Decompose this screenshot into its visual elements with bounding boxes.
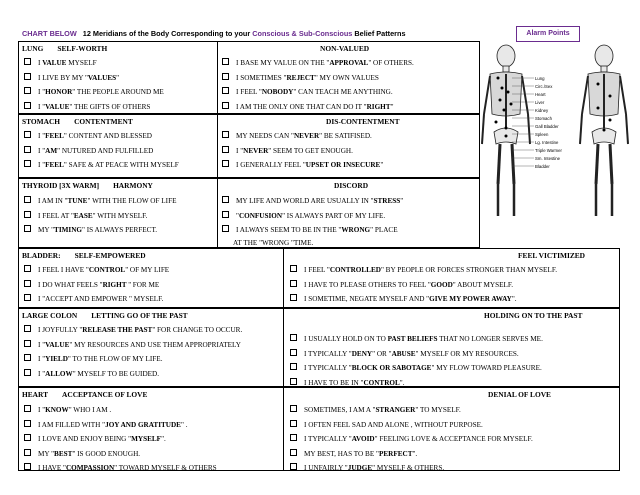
item-text: " IS GOOD ENOUGH. xyxy=(72,449,141,458)
item-text: " WITH THE FLOW OF LIFE xyxy=(87,197,177,205)
emphasis-text: TUNE xyxy=(67,197,88,205)
right-item-continuation: AT THE "WRONG "TIME. xyxy=(233,239,314,247)
right-item xyxy=(290,404,461,416)
item-text: " OF OTHERS. xyxy=(368,59,414,67)
emphasis-text: HONOR xyxy=(45,88,73,96)
right-item xyxy=(222,224,398,236)
item-text: " ABOUT MYSELF. xyxy=(452,280,514,289)
left-item xyxy=(24,419,188,431)
skeleton-label: Heart xyxy=(535,92,546,97)
item-text: I AM THE ONLY ONE THAT CAN DO IT " xyxy=(236,102,367,111)
section-left-header xyxy=(22,390,147,399)
meridian-name: THYROID [3X WARM] xyxy=(22,181,100,190)
checkbox[interactable] xyxy=(24,265,31,272)
item-text: I LIVE BY MY " xyxy=(38,73,88,82)
item-text: MY " xyxy=(38,226,55,234)
right-item xyxy=(222,130,372,142)
item-text: MY " xyxy=(38,449,55,458)
item-text: " OF MY LIFE xyxy=(125,266,170,274)
item-text: I HAVE TO BE IN " xyxy=(304,378,364,387)
checkbox[interactable] xyxy=(24,146,31,153)
section-left-header xyxy=(22,181,153,190)
item-text: MY LIFE AND WORLD ARE USUALLY IN " xyxy=(236,197,374,205)
item-text: " THE GIFTS OF OTHERS xyxy=(69,102,151,111)
emphasis-text: VALUE xyxy=(45,340,70,349)
checkbox[interactable] xyxy=(222,87,229,94)
item-text: I GENERALLY FEEL " xyxy=(236,161,306,169)
item-text: " WHO I AM . xyxy=(68,406,112,414)
checkbox[interactable] xyxy=(222,160,229,167)
emphasis-text: VALUE xyxy=(45,102,70,111)
skeleton-label: Kidney xyxy=(535,108,549,113)
emphasis-text: AM xyxy=(45,146,58,155)
left-item xyxy=(24,101,150,113)
emphasis-text: CONTROL xyxy=(88,266,126,274)
item-text: I ALWAYS SEEM TO BE IN THE " xyxy=(236,226,342,234)
left-item xyxy=(24,224,157,236)
item-text: " IS ALWAYS PERFECT. xyxy=(82,226,158,234)
emphasis-text: NOBODY xyxy=(261,88,294,96)
emphasis-text: NEVER xyxy=(243,146,269,155)
checkbox[interactable] xyxy=(24,463,31,470)
skeleton-label: Liver xyxy=(535,100,545,105)
checkbox[interactable] xyxy=(290,434,297,441)
item-text: I " xyxy=(38,369,46,378)
left-item xyxy=(24,264,169,276)
item-text: I AM IN " xyxy=(38,197,68,205)
right-item xyxy=(222,101,394,113)
left-item xyxy=(24,195,176,207)
emphasis-text: PERFECT xyxy=(378,449,413,458)
item-text: SOMETIMES, I AM A " xyxy=(304,406,376,414)
emphasis-text: EASE xyxy=(73,211,93,220)
left-item xyxy=(24,462,217,474)
left-item xyxy=(24,86,164,98)
skeleton-label: Stomach xyxy=(535,116,552,121)
right-item xyxy=(222,159,383,171)
item-text: MY BEST, HAS TO BE " xyxy=(304,449,379,458)
skeleton-label: Gall Bladder xyxy=(535,124,559,129)
section-left-header xyxy=(22,117,133,126)
emphasis-text: VALUE xyxy=(42,59,67,67)
item-text: I TYPICALLY " xyxy=(304,364,352,372)
item-text: ". xyxy=(412,449,418,458)
emphasis-text: COMPASSION xyxy=(65,464,115,472)
checkbox[interactable] xyxy=(222,73,229,80)
section-right-header: DENIAL OF LOVE xyxy=(488,390,551,399)
checkbox[interactable] xyxy=(24,160,31,167)
meridian-theme: HARMONY xyxy=(113,181,153,190)
left-item xyxy=(24,368,159,380)
checkbox[interactable] xyxy=(290,463,297,470)
checkbox[interactable] xyxy=(24,225,31,232)
skeleton-label: Triple Warmer xyxy=(535,148,562,153)
column-divider xyxy=(217,41,218,248)
right-item xyxy=(222,195,403,207)
checkbox[interactable] xyxy=(290,378,297,385)
meridian-theme: SELF-EMPOWERED xyxy=(74,251,146,260)
item-text: " PLACE xyxy=(370,226,398,234)
item-text: I " xyxy=(38,102,46,111)
checkbox[interactable] xyxy=(290,449,297,456)
right-item xyxy=(290,377,405,389)
meridian-name: BLADDER: xyxy=(22,251,61,260)
left-item xyxy=(24,339,241,351)
item-text: " TOWARD MYSELF & OTHERS xyxy=(114,464,217,472)
checkbox[interactable] xyxy=(290,349,297,356)
checkbox[interactable] xyxy=(24,354,31,361)
left-item xyxy=(24,210,147,222)
item-text: I FEEL " xyxy=(236,88,262,96)
item-text: " xyxy=(236,211,239,220)
item-text: I " xyxy=(38,132,46,140)
item-text: " SAFE & AT PEACE WITH MYSELF xyxy=(63,161,179,169)
checkbox[interactable] xyxy=(222,196,229,203)
item-text: I UNFAIRLY " xyxy=(304,464,348,472)
skeleton-label: Bladder xyxy=(535,164,550,169)
column-divider xyxy=(283,248,284,471)
item-text: I HAVE TO PLEASE OTHERS TO FEEL " xyxy=(304,280,431,289)
left-item xyxy=(24,433,166,445)
item-text: I TYPICALLY " xyxy=(304,435,352,443)
item-text: I DO WHAT FEELS " xyxy=(38,280,103,289)
item-text: I " xyxy=(38,355,46,363)
left-item xyxy=(24,279,159,291)
checkbox[interactable] xyxy=(24,102,31,109)
right-item xyxy=(290,293,517,305)
checkbox[interactable] xyxy=(290,405,297,412)
left-item xyxy=(24,145,153,157)
skeleton-label: Circ./Sex xyxy=(535,84,553,89)
right-item xyxy=(222,145,353,157)
item-text: " THE PEOPLE AROUND ME xyxy=(72,88,164,96)
right-item xyxy=(222,86,393,98)
right-item xyxy=(290,448,417,460)
item-text: " CAN TEACH ME ANYTHING. xyxy=(293,88,393,96)
emphasis-text: ABUSE xyxy=(391,349,416,358)
skeleton-illustration xyxy=(478,44,638,224)
item-text: I FEEL " xyxy=(304,266,330,274)
chart-subtitle-a: 12 Meridians of the Body Corresponding to your xyxy=(82,29,251,38)
item-text: ". xyxy=(511,295,517,303)
meridian-name: LUNG xyxy=(22,44,44,53)
item-text: ". xyxy=(399,378,405,387)
checkbox[interactable] xyxy=(24,87,31,94)
right-item xyxy=(290,333,543,345)
checkbox[interactable] xyxy=(24,294,31,301)
left-item xyxy=(24,57,97,69)
item-text: I "ACCEPT AND EMPOWER " MYSELF. xyxy=(38,295,164,303)
left-item xyxy=(24,293,163,305)
item-text: " . xyxy=(180,420,188,429)
section-right-header: FEEL VICTIMIZED xyxy=(518,251,586,260)
emphasis-text: DENY xyxy=(351,349,373,358)
item-text: " MY OWN VALUES xyxy=(314,73,379,82)
item-text: " TO THE FLOW OF MY LIFE. xyxy=(67,355,163,363)
checkbox[interactable] xyxy=(222,58,229,65)
meridian-theme: LETTING GO OF THE PAST xyxy=(91,311,188,320)
section-right-header: DIS-CONTENTMENT xyxy=(326,117,400,126)
meridian-theme: SELF-WORTH xyxy=(57,44,108,53)
chart-subtitle-c: Belief Patterns xyxy=(354,29,406,38)
checkbox[interactable] xyxy=(24,369,31,376)
checkbox[interactable] xyxy=(290,265,297,272)
item-text: " xyxy=(380,161,384,169)
checkbox[interactable] xyxy=(290,280,297,287)
item-text: " MY FLOW TOWARD PLEASURE. xyxy=(431,364,542,372)
emphasis-text: PAST BELIEFS xyxy=(387,335,438,343)
emphasis-text: KNOW xyxy=(45,406,69,414)
item-text: " xyxy=(400,197,404,205)
item-text: I FEEL AT " xyxy=(38,211,74,220)
item-text: " WITH MYSELF. xyxy=(92,211,148,220)
item-text: " BY PEOPLE OR FORCES STRONGER THAN MYSELF. xyxy=(380,266,558,274)
right-item xyxy=(222,210,385,222)
item-text: " MYSELF OR MY RESOURCES. xyxy=(415,349,519,358)
right-item xyxy=(290,433,533,445)
left-item xyxy=(24,72,119,84)
left-item xyxy=(24,159,179,171)
emphasis-text: RIGHT xyxy=(366,102,391,111)
emphasis-text: RELEASE THE PAST xyxy=(82,326,153,334)
checkbox[interactable] xyxy=(24,58,31,65)
item-text: " xyxy=(116,73,120,82)
left-item xyxy=(24,404,111,416)
emphasis-text: UPSET OR INSECURE xyxy=(305,161,381,169)
item-text: I " xyxy=(236,146,244,155)
item-text: '' FOR ME xyxy=(126,280,160,289)
checkbox[interactable] xyxy=(24,196,31,203)
emphasis-text: NEVER xyxy=(293,132,320,140)
emphasis-text: CONTROL xyxy=(363,378,400,387)
item-text: " BE SATIFISED. xyxy=(319,132,372,140)
emphasis-text: GIVE MY POWER AWAY xyxy=(429,295,512,303)
item-text: " MYSELF & OTHERS. xyxy=(372,464,445,472)
emphasis-text: BLOCK OR SABOTAGE xyxy=(351,364,432,372)
item-text: I " xyxy=(38,161,46,169)
item-text: " MYSELF TO BE GUIDED. xyxy=(72,369,160,378)
emphasis-text: YIELD xyxy=(45,355,68,363)
item-text: " SEEM TO GET ENOUGH. xyxy=(268,146,353,155)
checkbox[interactable] xyxy=(24,73,31,80)
section-left-header xyxy=(22,311,188,320)
item-text: I " xyxy=(38,146,46,155)
item-text: " FEELING LOVE & ACCEPTANCE FOR MYSELF. xyxy=(374,435,533,443)
emphasis-text: CONFUSION xyxy=(238,211,283,220)
item-text: I SOMETIMES " xyxy=(236,73,287,82)
item-text: I TYPICALLY " xyxy=(304,349,352,358)
checkbox[interactable] xyxy=(222,146,229,153)
checkbox[interactable] xyxy=(222,225,229,232)
checkbox[interactable] xyxy=(290,334,297,341)
skeleton-label: Sm. Intestine xyxy=(535,156,561,161)
left-item xyxy=(24,353,163,365)
section-right-header: HOLDING ON TO THE PAST xyxy=(484,311,583,320)
item-text: I " xyxy=(38,340,46,349)
meridian-theme: ACCEPTANCE OF LOVE xyxy=(62,390,148,399)
checkbox[interactable] xyxy=(222,211,229,218)
item-text: I SOMETIME, NEGATE MYSELF AND " xyxy=(304,295,430,303)
item-text: MYSELF xyxy=(66,59,97,67)
item-text: I FEEL I HAVE " xyxy=(38,266,89,274)
checkbox[interactable] xyxy=(290,294,297,301)
right-item xyxy=(290,264,557,276)
emphasis-text: CONTROLLED xyxy=(329,266,381,274)
emphasis-text: JUDGE xyxy=(347,464,373,472)
skeleton-label: Lung xyxy=(535,76,545,81)
emphasis-text: REJECT xyxy=(286,73,315,82)
emphasis-text: AVOID xyxy=(351,435,375,443)
alarm-points-box: Alarm Points xyxy=(516,26,580,42)
meridian-theme: CONTENTMENT xyxy=(74,117,133,126)
section-left-header xyxy=(22,251,146,260)
checkbox[interactable] xyxy=(24,340,31,347)
emphasis-text: VALUES xyxy=(87,73,117,82)
item-text: " NUTURED AND FULFILLED xyxy=(57,146,154,155)
emphasis-text: FEEL xyxy=(45,161,64,169)
chart-title: CHART BELOW xyxy=(22,29,77,38)
item-text: I USUALLY HOLD ON TO xyxy=(304,335,388,343)
left-item xyxy=(24,448,140,460)
emphasis-text: WRONG xyxy=(341,226,371,234)
checkbox[interactable] xyxy=(24,131,31,138)
checkbox[interactable] xyxy=(222,131,229,138)
right-item xyxy=(290,362,542,374)
emphasis-text: TIMING xyxy=(54,226,83,234)
checkbox[interactable] xyxy=(24,325,31,332)
emphasis-text: STRESS xyxy=(373,197,401,205)
section-right-header: DISCORD xyxy=(334,181,369,190)
checkbox[interactable] xyxy=(222,102,229,109)
checkbox[interactable] xyxy=(290,420,297,427)
item-text: " OR " xyxy=(372,349,392,358)
section-left-header xyxy=(22,44,107,53)
checkbox[interactable] xyxy=(24,280,31,287)
item-text: " IS ALWAYS PART OF MY LIFE. xyxy=(282,211,386,220)
emphasis-text: JOY AND GRATITUDE xyxy=(105,420,181,429)
emphasis-text: GOOD xyxy=(430,280,453,289)
item-text: ". xyxy=(161,435,166,443)
item-text: I OFTEN FEEL SAD AND ALONE , WITHOUT PURPOSE. xyxy=(304,420,483,429)
meridian-name: LARGE COLON xyxy=(22,311,78,320)
left-item xyxy=(24,324,242,336)
right-item xyxy=(222,72,379,84)
item-text: I LOVE AND ENJOY BEING " xyxy=(38,435,132,443)
item-text: " xyxy=(390,102,394,111)
meridian-name: STOMACH xyxy=(22,117,61,126)
emphasis-text: FEEL xyxy=(45,132,64,140)
checkbox[interactable] xyxy=(24,211,31,218)
emphasis-text: ALLOW xyxy=(45,369,73,378)
section-right-header: NON-VALUED xyxy=(320,44,370,53)
item-text: I " xyxy=(38,88,46,96)
meridian-name: HEART xyxy=(22,390,49,399)
right-item xyxy=(290,419,483,431)
checkbox[interactable] xyxy=(24,434,31,441)
emphasis-text: RIGHT xyxy=(102,280,127,289)
left-item xyxy=(24,130,152,142)
item-text: " TO MYSELF. xyxy=(415,406,461,414)
right-item xyxy=(290,279,513,291)
item-text: " FOR CHANGE TO OCCUR. xyxy=(152,326,243,334)
item-text: I AM FILLED WITH " xyxy=(38,420,106,429)
item-text: I " xyxy=(38,406,46,414)
emphasis-text: APPROVAL xyxy=(329,59,369,67)
item-text: I HAVE " xyxy=(38,464,66,472)
skeleton-labels xyxy=(535,76,562,169)
item-text: I xyxy=(38,59,43,67)
item-text: " MY RESOURCES AND USE THEM APPROPRIATELY xyxy=(69,340,241,349)
skeleton-label: Lg. Intestine xyxy=(535,140,559,145)
item-text: " CONTENT AND BLESSED xyxy=(63,132,152,140)
chart-subtitle-highlight: Conscious & Sub-Conscious xyxy=(252,29,353,38)
skeleton-label: Spleen xyxy=(535,132,549,137)
emphasis-text: STRANGER xyxy=(375,406,416,414)
right-item xyxy=(222,57,414,69)
checkbox[interactable] xyxy=(24,405,31,412)
emphasis-text: MYSELF xyxy=(131,435,162,443)
checkbox[interactable] xyxy=(24,420,31,427)
item-text: I JOYFULLY " xyxy=(38,326,83,334)
checkbox[interactable] xyxy=(290,363,297,370)
emphasis-text: BEST xyxy=(54,449,73,458)
checkbox[interactable] xyxy=(24,449,31,456)
chart-header xyxy=(22,29,406,38)
item-text: MY NEEDS CAN " xyxy=(236,132,294,140)
item-text: I BASE MY VALUE ON THE " xyxy=(236,59,330,67)
right-item xyxy=(290,348,519,360)
item-text: THAT NO LONGER SERVES ME. xyxy=(437,335,543,343)
right-item xyxy=(290,462,444,474)
